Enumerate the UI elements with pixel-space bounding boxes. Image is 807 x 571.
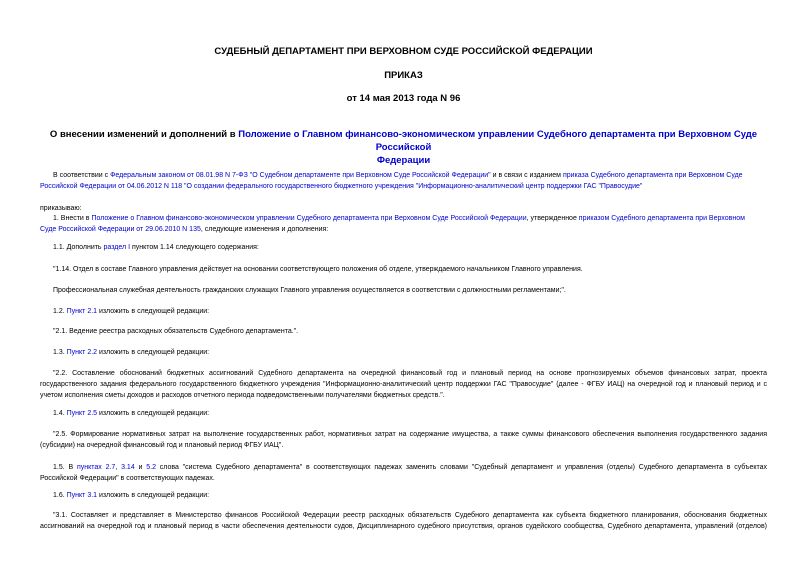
item-1-line-1: 1. Внести в Положение о Главном финансово-экономическом управлении Судебного департамента при Верховном Суде Российской Федерации, утвержденное приказом Судебного департамента при Верховном [53, 215, 745, 222]
item-1-3: 1.3. Пункт 2.2 изложить в следующей редакции: [53, 349, 210, 356]
quote-2-5-line-2: (субсидии) на очередной финансовый год и плановый период ФГБУ ИАЦ". [40, 442, 284, 449]
order-link-3[interactable]: приказом Судебного департамента при Верховном [578, 215, 745, 222]
section-i-link[interactable]: раздел I [103, 244, 131, 251]
quote-2-2-line-2: государственного задания федерального государственного бюджетного учреждения "Информационно-аналитический центр поддержки ГАС "Правосудие" (далее - ФГБУ ИАЦ) на очередной год и плановый период и с [40, 381, 767, 388]
item-1-6: 1.6. Пункт 3.1 изложить в следующей редакции: [53, 492, 210, 499]
quote-prof: Профессиональная служебная деятельность гражданских служащих Главного управления осуществляется в соответствии с должностными регламентами;". [53, 287, 566, 294]
item-1-5-line-1: 1.5. В пунктах 2.7, 3.14 и 5.2 слова "система Судебного департамента" в соответствующих падежах заменить словами "Судебный департамент и управления (отделы) Судебного департамента в субъектах [53, 464, 768, 471]
quote-2-1: "2.1. Ведение реестра расходных обязательств Судебного департамента.". [53, 328, 299, 335]
quote-3-1-line-1: "3.1. Составляет и представляет в Министерство финансов Российской Федерации реестр расходных обязательств Судебного департамента как субъекта бюджетного планирования, обоснования бюджетных [53, 512, 767, 519]
org-header: СУДЕБНЫЙ ДЕПАРТАМЕНТ ПРИ ВЕРХОВНОМ СУДЕ РОССИЙСКОЙ ФЕДЕРАЦИИ [214, 46, 593, 57]
item-1-2: 1.2. Пункт 2.1 изложить в следующей редакции: [53, 308, 210, 315]
item-1-1: 1.1. Дополнить раздел I пунктом 1.14 следующего содержания: [53, 244, 259, 251]
preamble-line-2 [40, 181, 642, 192]
title-link[interactable]: Положение о Главном финансово-экономическом управлении Судебного департамента при Верховном Суде Российской Федерации [238, 129, 758, 166]
item-1-4: 1.4. Пункт 2.5 изложить в следующей редакции: [53, 410, 210, 417]
item-1-5-line-2: Российской Федерации" в соответствующих падежах. [40, 475, 215, 482]
doc-title [28, 128, 779, 167]
point-3-1-link[interactable]: Пункт 3.1 [66, 492, 98, 499]
quote-2-2-line-3: учетом исполнения сметы доходов и расходов отчетного периода подведомственными получателями бюджетных средств.". [40, 392, 445, 399]
order-link-4[interactable]: Суде Российской Федерации от 29.06.2010 N 135 [40, 226, 201, 233]
quote-2-5-line-1: "2.5. Формирование нормативных затрат на выполнение государственных работ, нормативных затрат на содержание имущества, а также суммы финансового обеспечения выполнения государственного задания [53, 431, 767, 438]
quote-3-1-line-2: ассигнований на очередной год и плановый период в части обеспечения деятельности судов, Дисциплинарного судебного присутствия, органов судейского сообщества, Судебного департамента, управлений (отделов) [40, 523, 767, 530]
point-5-2-link[interactable]: 5.2 [146, 464, 156, 471]
title-prefix: О внесении изменений и дополнений в [49, 129, 239, 140]
point-2-7-link[interactable]: пунктах 2.7 [76, 464, 116, 471]
doc-type: ПРИКАЗ [384, 70, 423, 81]
quote-2-2-line-1: "2.2. Составление обоснований бюджетных ассигнований Судебного департамента на очередной финансовый год и плановый период на основе прогнозируемых объемов финансовых затрат, проекта [53, 370, 767, 377]
regulation-link[interactable]: Положение о Главном финансово-экономическом управлении Судебного департамента при Верховном Суде Российской Федерации [91, 215, 527, 222]
preamble-line-1: В соответствии с Федеральным законом от 08.01.98 N 7-ФЗ "О Судебном департаменте при Верховном Суде Российской Федерации" и в связи с изданием приказа Судебного департамента при Верховном Суде [53, 172, 743, 179]
point-2-5-link[interactable]: Пункт 2.5 [66, 410, 98, 417]
order-link-1[interactable]: приказа Судебного департамента при Верховном Суде [562, 172, 743, 179]
point-2-1-link[interactable]: Пункт 2.1 [66, 308, 98, 315]
order-word: приказываю: [40, 205, 82, 212]
quote-1-14: "1.14. Отдел в составе Главного управления действует на основании соответствующего положения об отделе, утверждаемого начальником Главного управления. [53, 266, 583, 273]
federal-law-link[interactable]: Федеральным законом от 08.01.98 N 7-ФЗ "О Судебном департаменте при Верховном Суде Российской Федерации" [110, 172, 491, 179]
order-link-2[interactable]: Российской Федерации от 04.06.2012 N 118 "О создании федерального государственного бюджетного учреждения "Информационно-аналитический центр поддержки ГАС "Правосудие" [40, 183, 643, 190]
item-1-line-2: Суде Российской Федерации от 29.06.2010 N 135, следующие изменения и дополнения: [40, 226, 329, 233]
point-3-14-link[interactable]: 3.14 [121, 464, 135, 471]
point-2-2-link[interactable]: Пункт 2.2 [66, 349, 98, 356]
doc-date-number: от 14 мая 2013 года N 96 [346, 93, 461, 104]
